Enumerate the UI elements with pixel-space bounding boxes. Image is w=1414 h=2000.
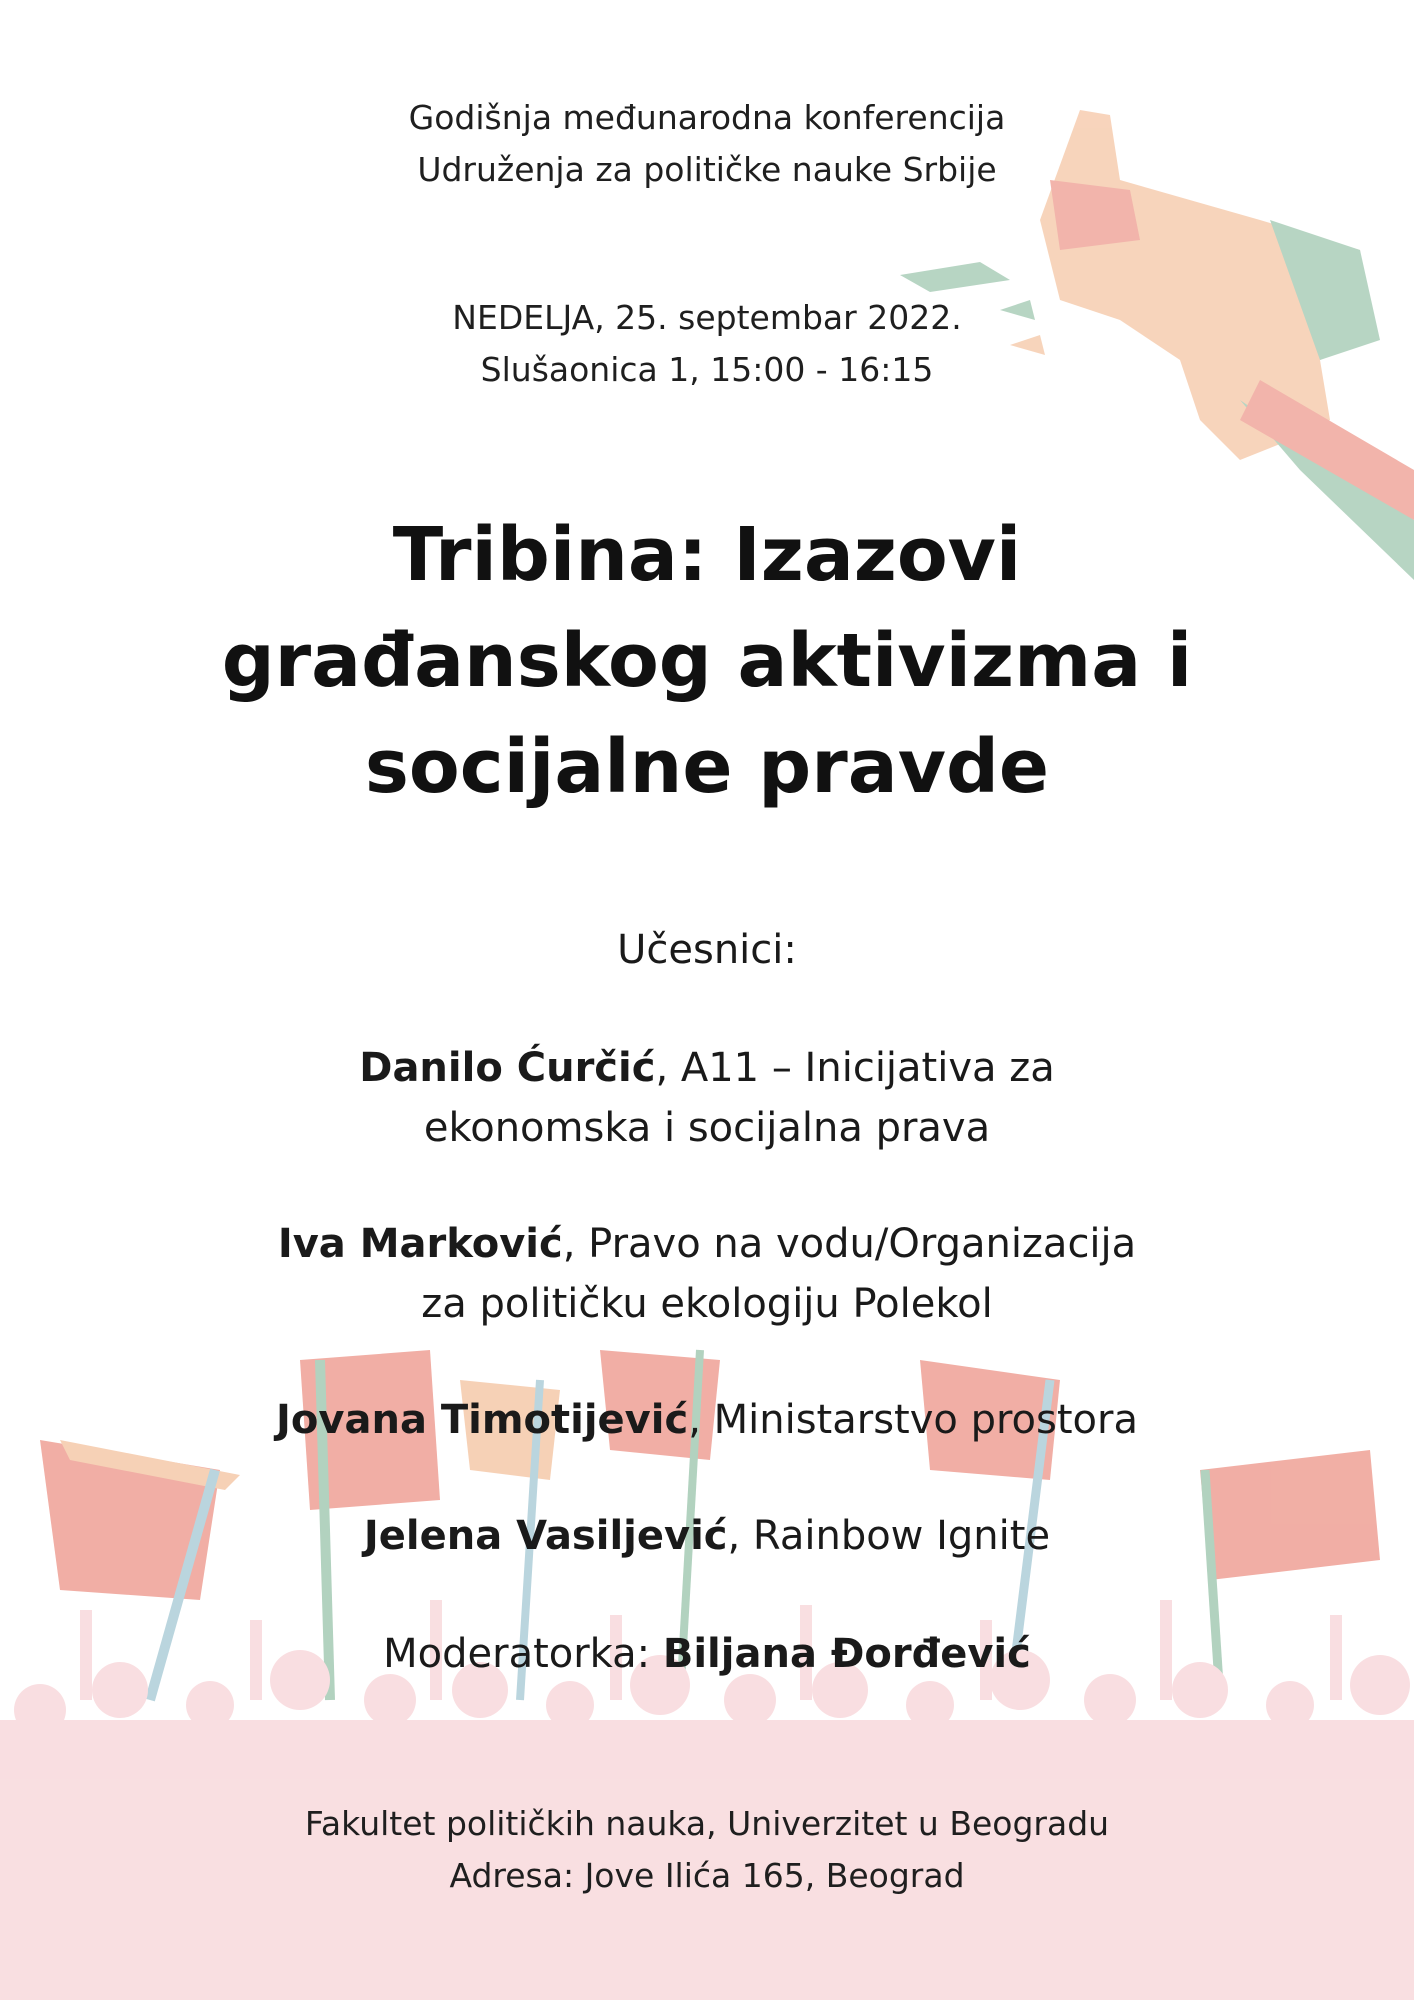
participant-name: Danilo Ćurčić	[359, 1045, 656, 1091]
event-date-time	[0, 292, 1414, 396]
room-time-line: Slušaonica 1, 15:00 - 16:15	[480, 350, 934, 389]
participant-affiliation: , Pravo na vodu/Organizacija	[562, 1221, 1137, 1267]
conference-line-2: Udruženja za političke nauke Srbije	[417, 150, 997, 189]
participant-2	[0, 1214, 1414, 1334]
participant-name: Iva Marković	[277, 1221, 563, 1267]
participant-3	[0, 1390, 1414, 1450]
moderator-label: Moderatorka:	[383, 1631, 663, 1677]
conference-line-1: Godišnja međunarodna konferencija	[408, 98, 1006, 137]
participant-affiliation: , Ministarstvo prostora	[688, 1397, 1138, 1443]
participant-name: Jelena Vasiljević	[363, 1513, 728, 1559]
title-line-3: socijalne pravde	[364, 724, 1050, 810]
title-line-1: Tribina: Izazovi	[392, 512, 1022, 598]
participant-1	[0, 1038, 1414, 1158]
page-title	[0, 502, 1414, 820]
participant-affiliation-cont: ekonomska i socijalna prava	[423, 1105, 991, 1151]
moderator-name: Biljana Đorđević	[662, 1631, 1031, 1677]
address-line: Adresa: Jove Ilića 165, Beograd	[449, 1856, 965, 1895]
venue-footer	[0, 1798, 1414, 1902]
venue-line: Fakultet političkih nauka, Univerzitet u Beogradu	[304, 1804, 1110, 1843]
moderator	[0, 1624, 1414, 1684]
participant-4	[0, 1506, 1414, 1566]
participants-label: Učesnici:	[617, 927, 797, 973]
participant-affiliation: , A11 – Inicijativa za	[655, 1045, 1055, 1091]
participant-name: Jovana Timotijević	[276, 1397, 689, 1443]
participant-affiliation: , Rainbow Ignite	[727, 1513, 1051, 1559]
date-line: NEDELJA, 25. septembar 2022.	[452, 298, 962, 337]
participant-affiliation-cont: za političku ekologiju Polekol	[421, 1281, 993, 1327]
conference-header	[0, 92, 1414, 196]
title-line-2: građanskog aktivizma i	[221, 618, 1193, 704]
